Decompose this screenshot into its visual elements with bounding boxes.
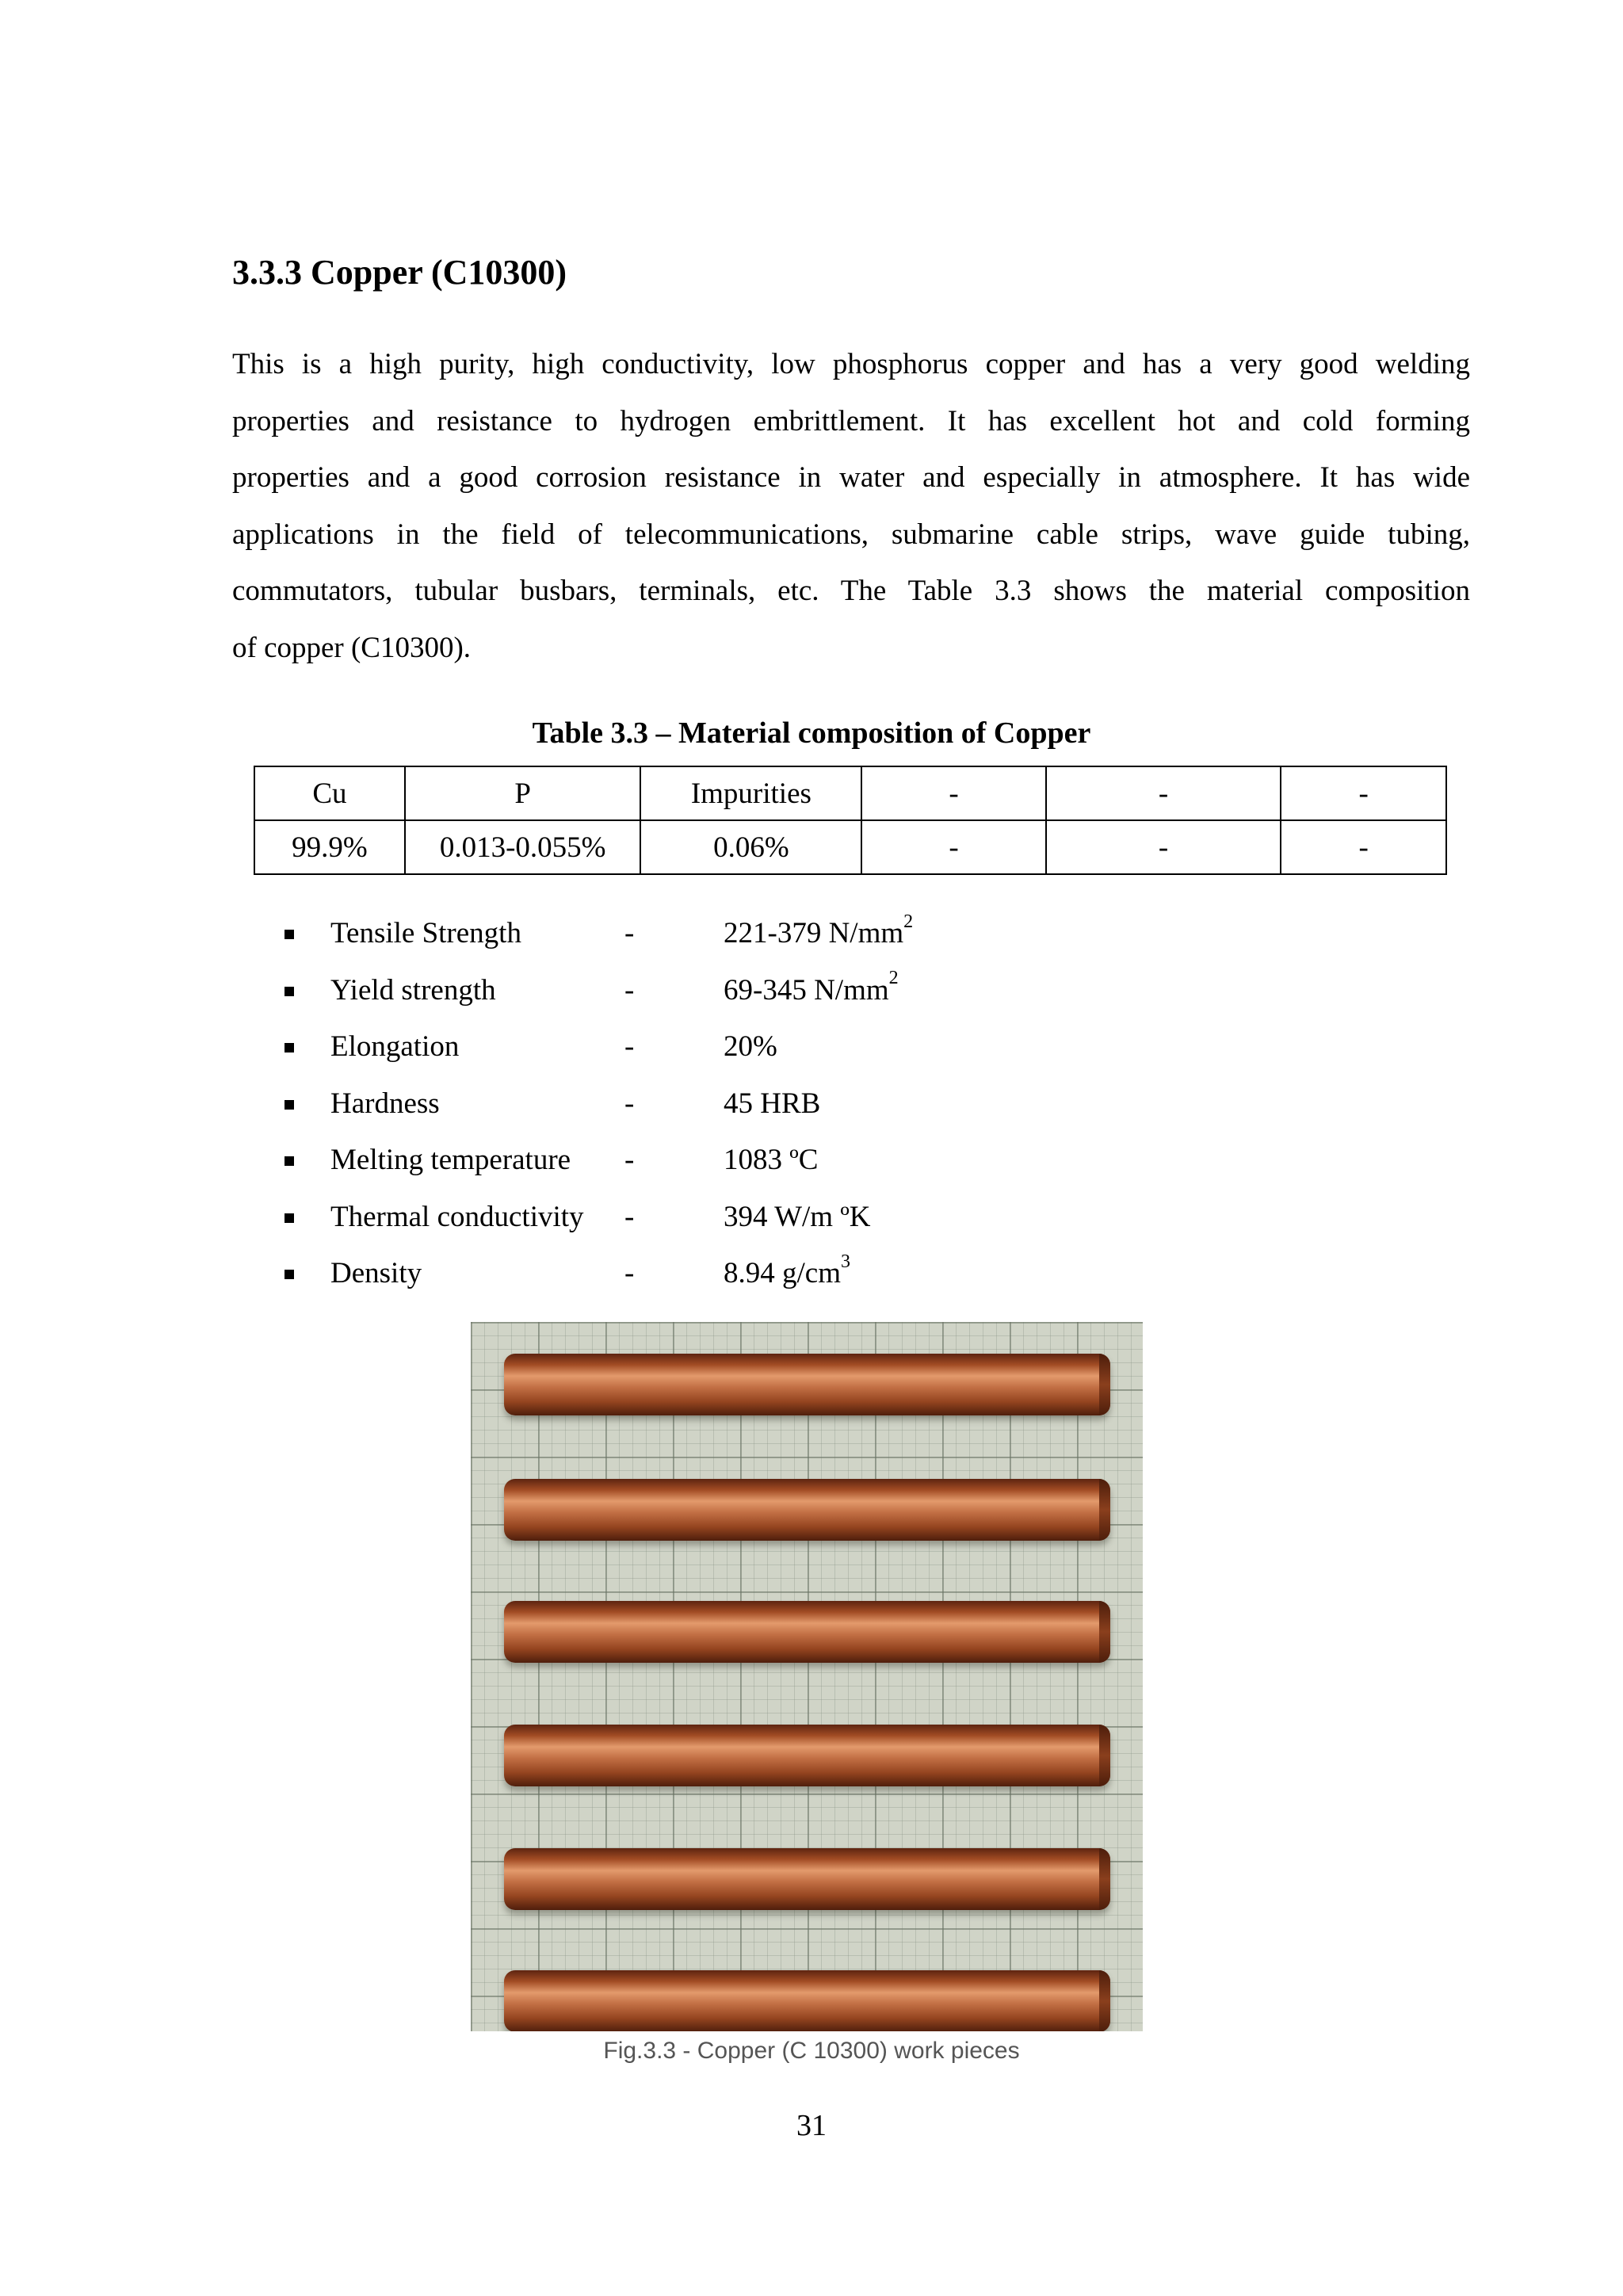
paragraph-line: of copper (C10300). <box>232 631 472 664</box>
property-label: Density <box>330 1257 422 1289</box>
table-cell: - <box>1281 766 1446 820</box>
table-header-row <box>254 766 1446 820</box>
table-cell: P <box>405 766 641 820</box>
property-value: 394 W/m ºK <box>724 1200 871 1233</box>
property-label: Elongation <box>330 1030 460 1063</box>
paragraph-line: commutators, tubular busbars, terminals, etc. The Table 3.3 shows the material composition <box>232 575 1470 607</box>
copper-rod <box>504 1970 1110 2031</box>
property-dash: - <box>624 1087 635 1120</box>
property-dash: - <box>624 1200 635 1233</box>
table-cell: Impurities <box>640 766 861 820</box>
square-bullet-icon <box>285 1156 294 1166</box>
table-cell: - <box>861 766 1046 820</box>
copper-rod <box>504 1725 1110 1786</box>
table-cell: 0.013-0.055% <box>405 820 641 874</box>
property-value: 8.94 $g/cm^3$ <box>724 1251 850 1289</box>
paragraph-line: This is a high purity, high conductivity, low phosphorus copper and has a very good welding <box>232 348 1470 380</box>
figure-caption: Fig.3.3 - Copper (C 10300) work pieces <box>603 2038 1020 2064</box>
property-label: Tensile Strength <box>330 917 521 949</box>
superscript: 2 <box>888 968 899 989</box>
body-paragraph <box>232 336 1470 676</box>
copper-rod <box>504 1601 1110 1663</box>
copper-workpieces-photo <box>471 1322 1143 2031</box>
square-bullet-icon <box>285 930 294 939</box>
property-dash: - <box>624 1257 635 1289</box>
property-label: Hardness <box>330 1087 440 1120</box>
property-dash: - <box>624 1144 635 1176</box>
square-bullet-icon <box>285 1043 294 1052</box>
copper-rod <box>504 1848 1110 1910</box>
property-label: Yield strength <box>330 973 496 1007</box>
square-bullet-icon <box>285 1270 294 1279</box>
section-heading: 3.3.3 Copper (C10300) <box>232 253 567 292</box>
paragraph-line: applications in the field of telecommunications, submarine cable strips, wave guide tubing, <box>232 518 1470 551</box>
superscript: 2 <box>903 911 914 932</box>
property-dash: - <box>624 917 635 949</box>
property-value: 1083 ºC <box>724 1144 819 1176</box>
table-cell: - <box>1281 820 1446 874</box>
square-bullet-icon <box>285 987 294 996</box>
square-bullet-icon <box>285 1213 294 1223</box>
copper-rod <box>504 1479 1110 1541</box>
paragraph-line: properties and a good corrosion resistance in water and especially in atmosphere. It has wide <box>232 461 1470 494</box>
property-label: Thermal conductivity <box>330 1200 584 1233</box>
copper-rod <box>504 1354 1110 1415</box>
property-value: 69-345 $N/mm^2$ <box>724 968 899 1007</box>
superscript: 3 <box>840 1251 850 1272</box>
page-number: 31 <box>796 2109 827 2142</box>
property-value: 221-379 $N/mm^2$ <box>724 911 914 949</box>
property-value: 20% <box>724 1030 777 1063</box>
table-cell: - <box>861 820 1046 874</box>
property-label: Melting temperature <box>330 1144 571 1176</box>
table-cell: 0.06% <box>640 820 861 874</box>
property-dash: - <box>624 973 635 1007</box>
table-row <box>254 820 1446 874</box>
table-cell: - <box>1046 820 1281 874</box>
table-cell: 99.9% <box>254 820 405 874</box>
table-cell: - <box>1046 766 1281 820</box>
square-bullet-icon <box>285 1100 294 1110</box>
property-value: 45 HRB <box>724 1087 821 1120</box>
table-cell: Cu <box>254 766 405 820</box>
property-dash: - <box>624 1030 635 1063</box>
table-caption: Table 3.3 – Material composition of Copper <box>532 716 1091 750</box>
paragraph-line: properties and resistance to hydrogen embrittlement. It has excellent hot and cold forming <box>232 404 1470 437</box>
composition-table <box>254 766 1447 875</box>
